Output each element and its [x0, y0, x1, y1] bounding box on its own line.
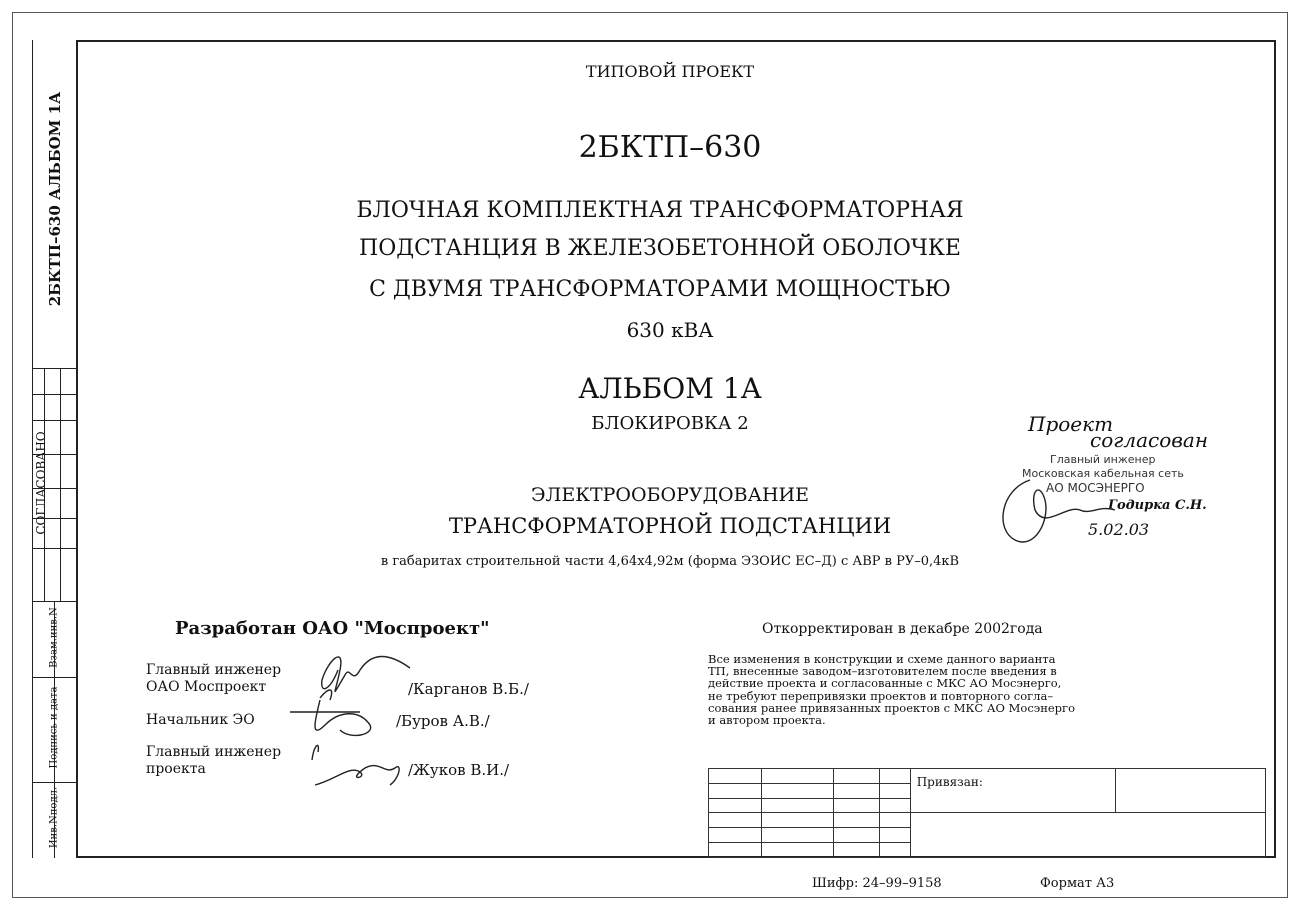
agreed-grid	[32, 368, 76, 602]
stamp-project: Проект	[1028, 412, 1114, 436]
signature-karganov	[322, 656, 410, 691]
stamp-chief-engineer: Главный инженер	[1050, 453, 1156, 466]
section-line-1: ЭЛЕКТРООБОРУДОВАНИЕ	[530, 484, 809, 506]
signature-karganov-tail	[320, 690, 332, 700]
developed-title: Разработан ОАО "Моспроект"	[175, 618, 490, 639]
approval-stamp	[990, 410, 1220, 560]
name-zhukov: /Жуков В.И./	[408, 761, 510, 779]
agreed-label: СОГЛАСОВАНО	[34, 431, 48, 535]
side-album-label: 2БКТП–630 АЛЬБОМ 1А	[46, 91, 64, 307]
stamp-agreed: согласован	[1090, 428, 1208, 452]
side-stamp-boxes	[32, 602, 76, 858]
bound-label: Привязан:	[916, 775, 983, 789]
title-line-4: 630 кВА	[626, 318, 714, 342]
format: Формат А3	[1040, 876, 1115, 891]
signature-zhukov	[315, 766, 399, 785]
album-name: АЛЬБОМ 1А	[578, 372, 762, 405]
title-line-2: ПОДСТАНЦИЯ В ЖЕЛЕЗОБЕТОННОЙ ОБОЛОЧКЕ	[359, 236, 961, 261]
cipher: Шифр: 24–99–9158	[812, 876, 942, 891]
signatures-drawing	[290, 640, 430, 800]
name-burov: /Буров А.В./	[396, 712, 490, 730]
side-album-block	[30, 40, 76, 370]
role-head-eo: Начальник ЭО	[146, 712, 255, 728]
stamp-cable-network: Московская кабельная сеть	[1022, 467, 1184, 480]
role-chief-project-engineer: Главный инженер проекта	[146, 744, 282, 777]
stamp-signature	[990, 410, 1220, 560]
name-karganov: /Карганов В.Б./	[408, 680, 529, 698]
inv-orig-label: Инв.Nподл.	[48, 786, 60, 849]
title-line-3: С ДВУМЯ ТРАНСФОРМАТОРАМИ МОЩНОСТЬЮ	[369, 277, 951, 302]
signature-burov	[290, 700, 371, 735]
title-line-1: БЛОЧНАЯ КОМПЛЕКТНАЯ ТРАНСФОРМАТОРНАЯ	[356, 198, 964, 223]
stamp-signer: Годирка С.Н.	[1108, 498, 1207, 513]
signature-mark	[312, 745, 318, 760]
section-line-2: ТРАНСФОРМАТОРНОЙ ПОДСТАНЦИИ	[448, 514, 892, 538]
role-chief-engineer: Главный инженер ОАО Моспроект	[146, 662, 282, 695]
album-subtitle: БЛОКИРОВКА 2	[591, 413, 749, 434]
correction-text: Все изменения в конструкции и схеме данного варианта ТП, внесенные заводом–изготовителем после введения в действие проекта и согласованные с МКС АО Мосэнерго, не требуют перепривязки проектов и повторного согла– сования ранее привязанных проектов с МКС АО Мосэнерго и автором проекта.	[708, 652, 1075, 728]
project-code: 2БКТП–630	[578, 130, 762, 165]
inv-no-label: Взам.инв.N	[48, 607, 60, 668]
stamp-mosenergo: АО МОСЭНЕРГО	[1046, 481, 1145, 495]
sign-date-label: Подпись и дата	[48, 686, 60, 769]
typical-project-label: ТИПОВОЙ ПРОЕКТ	[585, 62, 755, 81]
dimensions-note: в габаритах строительной части 4,64х4,92м (форма ЭЗОИС ЕС–Д) с АВР в РУ–0,4кВ	[380, 554, 960, 569]
bound-table	[708, 768, 1266, 858]
correction-title: Откорректирован в декабре 2002года	[762, 621, 1043, 637]
stamp-date: 5.02.03	[1088, 520, 1150, 539]
